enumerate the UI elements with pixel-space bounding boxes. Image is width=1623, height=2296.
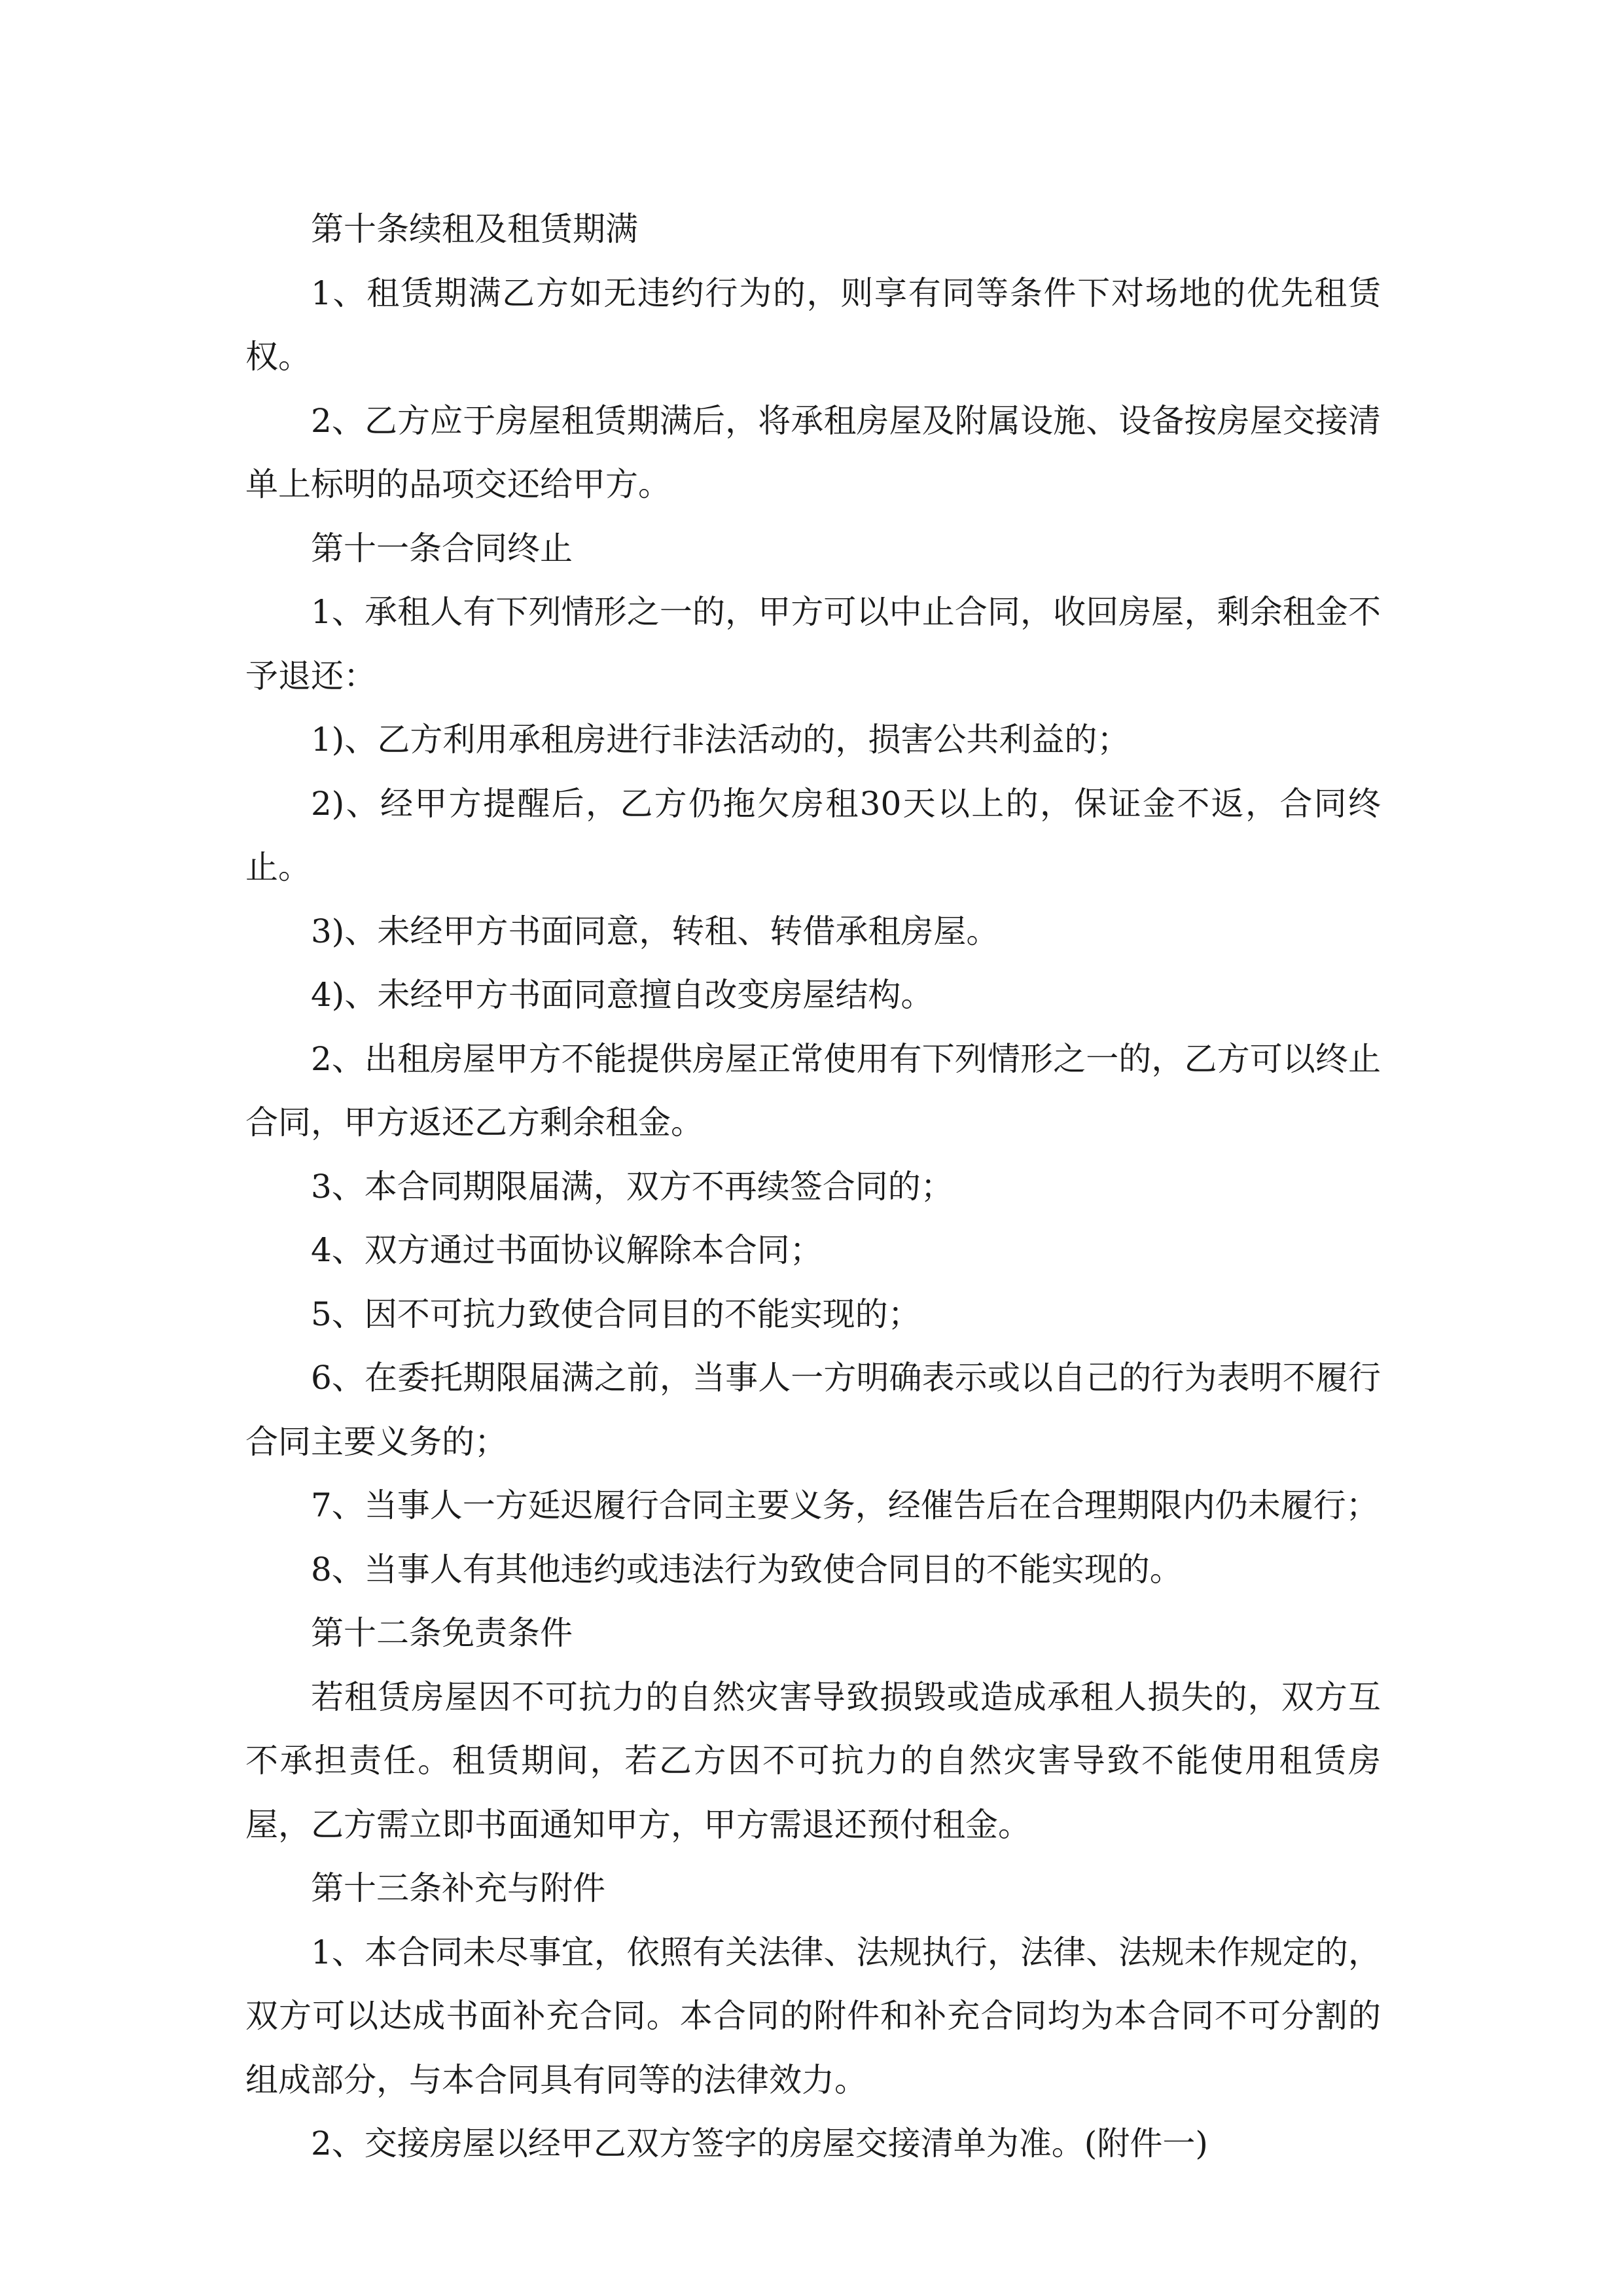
clause-paragraph: 6、在委托期限届满之前，当事人一方明确表示或以自己的行为表明不履行合同主要义务的； bbox=[245, 1359, 1381, 1461]
clause-paragraph: 5、因不可抗力致使合同目的不能实现的； bbox=[311, 1295, 921, 1333]
clause-paragraph: 2、交接房屋以经甲乙双方签字的房屋交接清单为准。(附件一) bbox=[311, 2125, 1208, 2162]
clause-paragraph: 3、本合同期限届满，双方不再续签合同的； bbox=[311, 1167, 954, 1206]
clause-paragraph: 7、当事人一方延迟履行合同主要义务，经催告后在合理期限内仍未履行； bbox=[311, 1486, 1379, 1524]
sub-clause-paragraph: 4)、未经甲方书面同意擅自改变房屋结构。 bbox=[311, 976, 934, 1014]
sub-clause-paragraph: 3)、未经甲方书面同意，转租、转借承租房屋。 bbox=[311, 912, 999, 950]
clause-paragraph: 4、双方通过书面协议解除本合同； bbox=[311, 1231, 823, 1269]
section-heading: 第十三条补充与附件 bbox=[311, 1869, 605, 1907]
section-heading: 第十一条合同终止 bbox=[311, 529, 573, 567]
section-heading: 第十二条免责条件 bbox=[311, 1614, 573, 1652]
clause-paragraph: 2、乙方应于房屋租赁期满后，将承租房屋及附属设施、设备按房屋交接清单上标明的品项交还给甲方。 bbox=[245, 401, 1381, 503]
clause-paragraph: 1、租赁期满乙方如无违约行为的，则享有同等条件下对场地的优先租赁权。 bbox=[245, 274, 1381, 376]
clause-paragraph: 1、本合同未尽事宜，依照有关法律、法规执行，法律、法规未作规定的，双方可以达成书面补充合同。本合同的附件和补充合同均为本合同不可分割的组成部分，与本合同具有同等的法律效力。 bbox=[245, 1933, 1381, 2099]
clause-paragraph: 8、当事人有其他违约或违法行为致使合同目的不能实现的。 bbox=[311, 1550, 1183, 1588]
sub-clause-paragraph: 2)、经甲方提醒后，乙方仍拖欠房租30天以上的，保证金不返，合同终止。 bbox=[245, 784, 1381, 886]
clause-paragraph: 2、出租房屋甲方不能提供房屋正常使用有下列情形之一的，乙方可以终止合同，甲方返还乙方剩余租金。 bbox=[245, 1039, 1381, 1141]
document-body bbox=[245, 198, 1381, 2176]
section-heading: 第十条续租及租赁期满 bbox=[311, 210, 638, 248]
clause-paragraph: 1、承租人有下列情形之一的，甲方可以中止合同，收回房屋，剩余租金不予退还： bbox=[245, 593, 1381, 695]
sub-clause-paragraph: 1)、乙方利用承租房进行非法活动的，损害公共利益的； bbox=[311, 721, 1130, 759]
clause-paragraph: 若租赁房屋因不可抗力的自然灾害导致损毁或造成承租人损失的，双方互不承担责任。租赁期间，若乙方因不可抗力的自然灾害导致不能使用租赁房屋，乙方需立即书面通知甲方，甲方需退还预付租金。 bbox=[245, 1677, 1381, 1844]
